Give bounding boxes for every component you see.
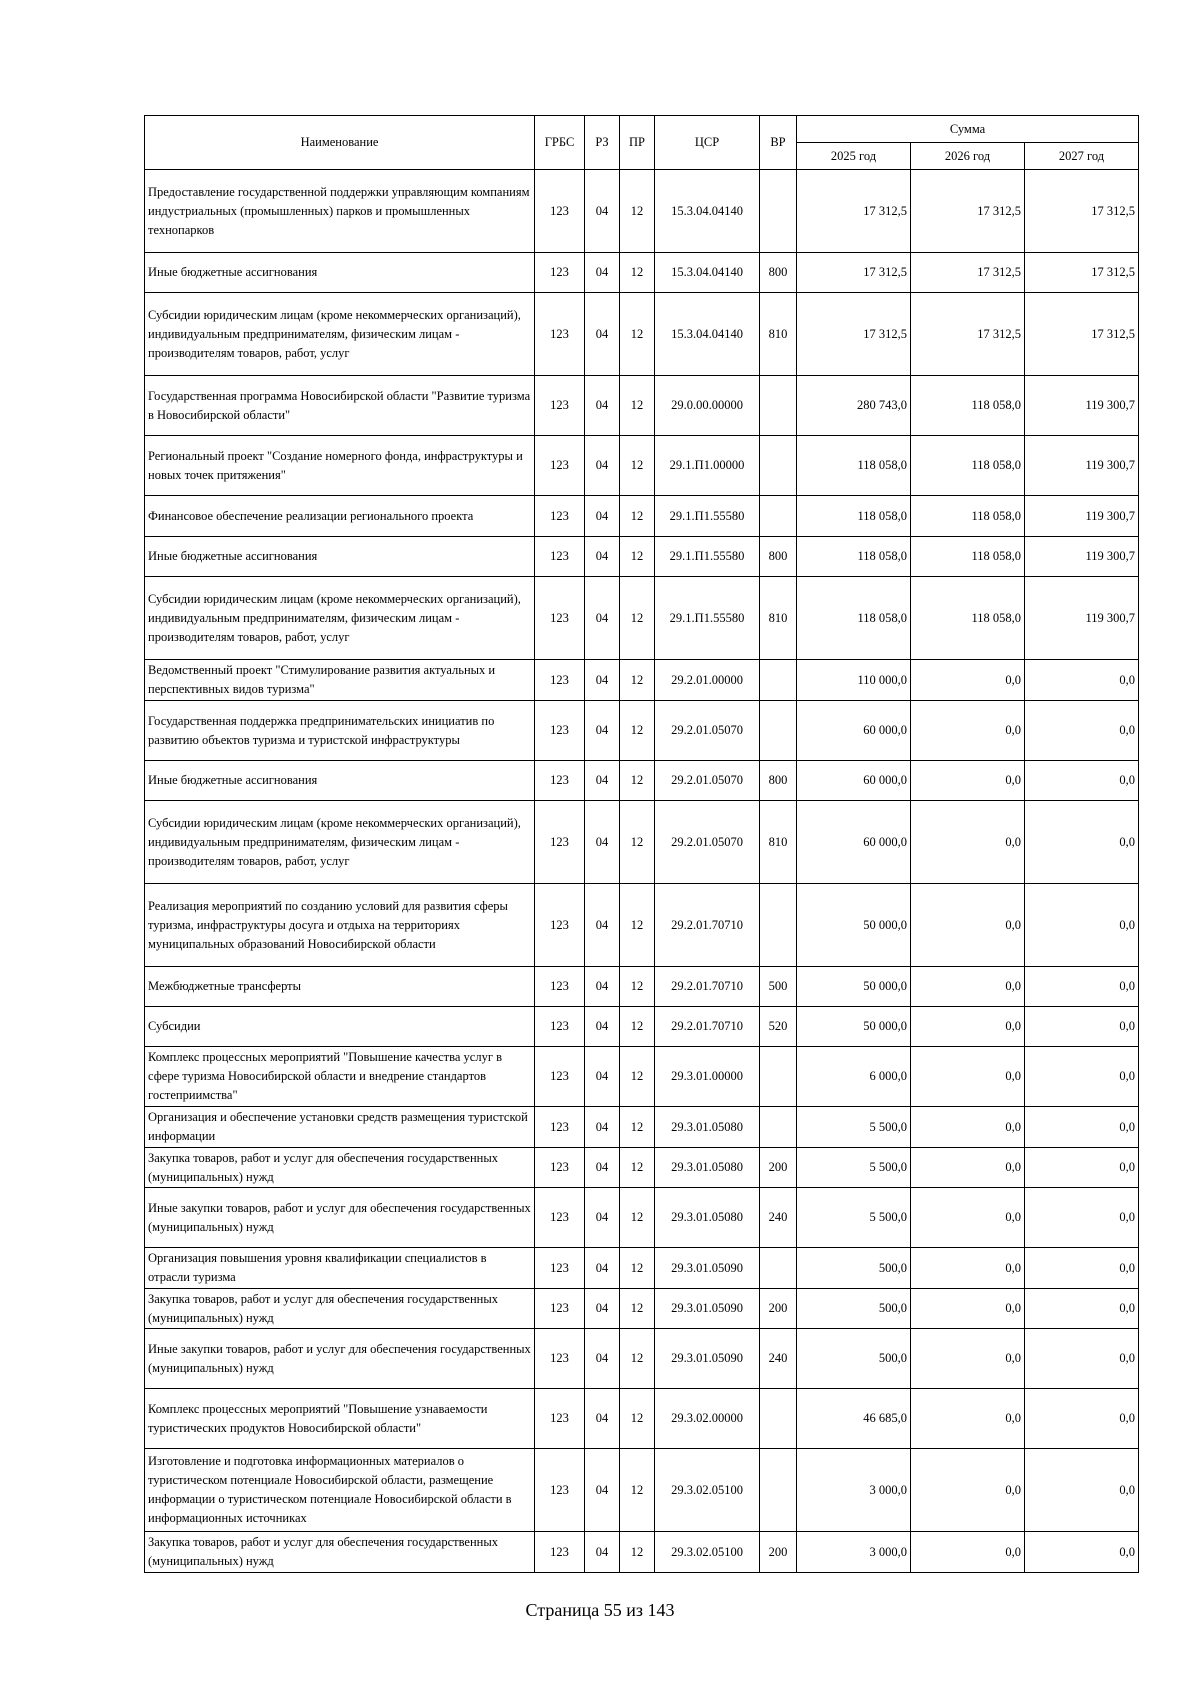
cell-grbs: 123 (535, 436, 585, 496)
cell-pr: 12 (620, 170, 655, 253)
cell-2025: 60 000,0 (797, 701, 911, 761)
cell-2025: 3 000,0 (797, 1532, 911, 1573)
table-row (145, 170, 1139, 253)
cell-2026: 0,0 (911, 761, 1025, 801)
cell-name: Субсидии юридическим лицам (кроме некоммерческих организаций), индивидуальным предпринимателям, физическим лицам - производителям товаров, работ, услуг (145, 293, 535, 376)
cell-name: Реализация мероприятий по созданию условий для развития сферы туризма, инфраструктуры досуга и отдыха на территориях муниципальных образований Новосибирской области (145, 884, 535, 967)
cell-2026: 17 312,5 (911, 293, 1025, 376)
cell-2027: 0,0 (1025, 801, 1139, 884)
cell-rz: 04 (585, 761, 620, 801)
cell-rz: 04 (585, 170, 620, 253)
cell-pr: 12 (620, 1389, 655, 1449)
cell-name: Иные бюджетные ассигнования (145, 761, 535, 801)
cell-pr: 12 (620, 1289, 655, 1329)
cell-rz: 04 (585, 1188, 620, 1248)
header-2026: 2026 год (911, 143, 1025, 170)
cell-grbs: 123 (535, 1329, 585, 1389)
cell-2026: 0,0 (911, 1107, 1025, 1148)
cell-grbs: 123 (535, 577, 585, 660)
cell-2025: 5 500,0 (797, 1148, 911, 1188)
table-row (145, 1188, 1139, 1248)
cell-2027: 0,0 (1025, 1107, 1139, 1148)
cell-name: Государственная программа Новосибирской области "Развитие туризма в Новосибирской области" (145, 376, 535, 436)
table-row (145, 537, 1139, 577)
table-row (145, 967, 1139, 1007)
table-row (145, 1248, 1139, 1289)
cell-2026: 118 058,0 (911, 537, 1025, 577)
cell-2025: 110 000,0 (797, 660, 911, 701)
cell-rz: 04 (585, 884, 620, 967)
cell-2025: 500,0 (797, 1329, 911, 1389)
cell-2027: 119 300,7 (1025, 537, 1139, 577)
cell-pr: 12 (620, 376, 655, 436)
cell-2026: 0,0 (911, 1329, 1025, 1389)
table-row (145, 1007, 1139, 1047)
cell-pr: 12 (620, 1248, 655, 1289)
cell-vr: 810 (760, 577, 797, 660)
cell-2027: 0,0 (1025, 1188, 1139, 1248)
cell-csr: 29.3.01.05080 (655, 1188, 760, 1248)
cell-2025: 17 312,5 (797, 253, 911, 293)
cell-2026: 118 058,0 (911, 436, 1025, 496)
table-row (145, 660, 1139, 701)
table-row (145, 376, 1139, 436)
cell-pr: 12 (620, 1047, 655, 1107)
cell-name: Субсидии юридическим лицам (кроме некоммерческих организаций), индивидуальным предпринимателям, физическим лицам - производителям товаров, работ, услуг (145, 801, 535, 884)
cell-vr (760, 884, 797, 967)
cell-2026: 0,0 (911, 967, 1025, 1007)
cell-vr (760, 1389, 797, 1449)
cell-2027: 119 300,7 (1025, 376, 1139, 436)
cell-name: Комплекс процессных мероприятий "Повышение узнаваемости туристических продуктов Новосибирской области" (145, 1389, 535, 1449)
cell-name: Закупка товаров, работ и услуг для обеспечения государственных (муниципальных) нужд (145, 1532, 535, 1573)
cell-name: Межбюджетные трансферты (145, 967, 535, 1007)
cell-2025: 500,0 (797, 1248, 911, 1289)
cell-grbs: 123 (535, 761, 585, 801)
cell-pr: 12 (620, 701, 655, 761)
cell-rz: 04 (585, 496, 620, 537)
cell-2026: 17 312,5 (911, 253, 1025, 293)
cell-2026: 0,0 (911, 1289, 1025, 1329)
cell-csr: 15.3.04.04140 (655, 253, 760, 293)
cell-grbs: 123 (535, 1248, 585, 1289)
cell-grbs: 123 (535, 253, 585, 293)
cell-2025: 500,0 (797, 1289, 911, 1329)
cell-grbs: 123 (535, 293, 585, 376)
cell-2027: 0,0 (1025, 1449, 1139, 1532)
cell-vr (760, 1047, 797, 1107)
cell-rz: 04 (585, 1248, 620, 1289)
cell-vr: 800 (760, 537, 797, 577)
cell-csr: 29.1.П1.00000 (655, 436, 760, 496)
cell-grbs: 123 (535, 1449, 585, 1532)
cell-grbs: 123 (535, 967, 585, 1007)
cell-rz: 04 (585, 1107, 620, 1148)
cell-name: Закупка товаров, работ и услуг для обеспечения государственных (муниципальных) нужд (145, 1289, 535, 1329)
cell-2025: 118 058,0 (797, 496, 911, 537)
cell-2027: 0,0 (1025, 1532, 1139, 1573)
cell-pr: 12 (620, 967, 655, 1007)
cell-2025: 46 685,0 (797, 1389, 911, 1449)
cell-2027: 17 312,5 (1025, 170, 1139, 253)
cell-rz: 04 (585, 1329, 620, 1389)
cell-grbs: 123 (535, 1389, 585, 1449)
cell-rz: 04 (585, 1148, 620, 1188)
cell-2025: 60 000,0 (797, 761, 911, 801)
cell-csr: 29.3.02.00000 (655, 1389, 760, 1449)
table-row (145, 1532, 1139, 1573)
cell-grbs: 123 (535, 537, 585, 577)
cell-rz: 04 (585, 537, 620, 577)
cell-grbs: 123 (535, 801, 585, 884)
cell-2026: 0,0 (911, 701, 1025, 761)
cell-csr: 15.3.04.04140 (655, 170, 760, 253)
cell-vr: 800 (760, 761, 797, 801)
cell-pr: 12 (620, 293, 655, 376)
cell-rz: 04 (585, 1007, 620, 1047)
cell-2027: 0,0 (1025, 884, 1139, 967)
cell-name: Организация повышения уровня квалификации специалистов в отрасли туризма (145, 1248, 535, 1289)
cell-rz: 04 (585, 293, 620, 376)
cell-csr: 29.2.01.70710 (655, 884, 760, 967)
cell-2025: 118 058,0 (797, 537, 911, 577)
cell-2027: 17 312,5 (1025, 253, 1139, 293)
cell-2026: 0,0 (911, 1248, 1025, 1289)
table-row (145, 1289, 1139, 1329)
cell-name: Иные бюджетные ассигнования (145, 253, 535, 293)
cell-2027: 0,0 (1025, 1389, 1139, 1449)
cell-csr: 29.1.П1.55580 (655, 577, 760, 660)
cell-rz: 04 (585, 701, 620, 761)
table-body (145, 170, 1139, 1573)
table-row (145, 884, 1139, 967)
cell-2027: 119 300,7 (1025, 577, 1139, 660)
cell-rz: 04 (585, 376, 620, 436)
table-row (145, 577, 1139, 660)
cell-csr: 29.3.02.05100 (655, 1449, 760, 1532)
cell-2026: 0,0 (911, 801, 1025, 884)
cell-pr: 12 (620, 1148, 655, 1188)
table-row (145, 1329, 1139, 1389)
cell-csr: 29.2.01.70710 (655, 967, 760, 1007)
cell-name: Финансовое обеспечение реализации регионального проекта (145, 496, 535, 537)
cell-vr: 810 (760, 293, 797, 376)
cell-2026: 0,0 (911, 660, 1025, 701)
cell-2025: 17 312,5 (797, 293, 911, 376)
cell-pr: 12 (620, 436, 655, 496)
cell-2025: 5 500,0 (797, 1188, 911, 1248)
cell-vr: 810 (760, 801, 797, 884)
cell-csr: 29.3.01.05080 (655, 1107, 760, 1148)
budget-table (144, 115, 1139, 1573)
cell-2026: 0,0 (911, 1188, 1025, 1248)
cell-name: Региональный проект "Создание номерного фонда, инфраструктуры и новых точек притяжения" (145, 436, 535, 496)
cell-grbs: 123 (535, 1532, 585, 1573)
cell-2027: 0,0 (1025, 1248, 1139, 1289)
cell-rz: 04 (585, 1389, 620, 1449)
cell-csr: 29.0.00.00000 (655, 376, 760, 436)
cell-rz: 04 (585, 967, 620, 1007)
cell-csr: 29.1.П1.55580 (655, 537, 760, 577)
cell-csr: 29.2.01.70710 (655, 1007, 760, 1047)
cell-name: Иные закупки товаров, работ и услуг для обеспечения государственных (муниципальных) нужд (145, 1329, 535, 1389)
cell-pr: 12 (620, 1532, 655, 1573)
cell-pr: 12 (620, 1449, 655, 1532)
cell-2026: 118 058,0 (911, 577, 1025, 660)
cell-vr: 800 (760, 253, 797, 293)
table-row (145, 761, 1139, 801)
table-row (145, 253, 1139, 293)
table-row (145, 701, 1139, 761)
cell-name: Иные закупки товаров, работ и услуг для обеспечения государственных (муниципальных) нужд (145, 1188, 535, 1248)
cell-pr: 12 (620, 1007, 655, 1047)
cell-name: Субсидии (145, 1007, 535, 1047)
cell-name: Комплекс процессных мероприятий "Повышение качества услуг в сфере туризма Новосибирской области и внедрение стандартов гостеприимства" (145, 1047, 535, 1107)
cell-grbs: 123 (535, 496, 585, 537)
cell-2025: 50 000,0 (797, 1007, 911, 1047)
table-row (145, 1449, 1139, 1532)
cell-2026: 0,0 (911, 1148, 1025, 1188)
cell-rz: 04 (585, 1532, 620, 1573)
cell-rz: 04 (585, 253, 620, 293)
cell-pr: 12 (620, 801, 655, 884)
cell-csr: 29.3.01.05080 (655, 1148, 760, 1188)
cell-rz: 04 (585, 1047, 620, 1107)
cell-grbs: 123 (535, 1289, 585, 1329)
cell-name: Иные бюджетные ассигнования (145, 537, 535, 577)
cell-pr: 12 (620, 1329, 655, 1389)
cell-2025: 280 743,0 (797, 376, 911, 436)
cell-rz: 04 (585, 801, 620, 884)
cell-2027: 0,0 (1025, 1148, 1139, 1188)
table-row (145, 1107, 1139, 1148)
cell-vr: 200 (760, 1532, 797, 1573)
cell-2025: 118 058,0 (797, 436, 911, 496)
cell-rz: 04 (585, 436, 620, 496)
cell-2027: 17 312,5 (1025, 293, 1139, 376)
header-name: Наименование (145, 116, 535, 170)
table-row (145, 1148, 1139, 1188)
cell-2027: 0,0 (1025, 1007, 1139, 1047)
cell-rz: 04 (585, 1449, 620, 1532)
page-number: Страница 55 из 143 (525, 1600, 675, 1620)
cell-name: Организация и обеспечение установки средств размещения туристской информации (145, 1107, 535, 1148)
cell-2025: 60 000,0 (797, 801, 911, 884)
table-row (145, 1047, 1139, 1107)
cell-vr: 240 (760, 1329, 797, 1389)
table-row (145, 293, 1139, 376)
cell-vr: 500 (760, 967, 797, 1007)
cell-pr: 12 (620, 1107, 655, 1148)
cell-2025: 5 500,0 (797, 1107, 911, 1148)
cell-2026: 0,0 (911, 1532, 1025, 1573)
cell-csr: 15.3.04.04140 (655, 293, 760, 376)
cell-grbs: 123 (535, 660, 585, 701)
cell-2027: 0,0 (1025, 967, 1139, 1007)
header-2027: 2027 год (1025, 143, 1139, 170)
cell-csr: 29.3.01.05090 (655, 1248, 760, 1289)
table-row (145, 1389, 1139, 1449)
header-pr: ПР (620, 116, 655, 170)
cell-name: Субсидии юридическим лицам (кроме некоммерческих организаций), индивидуальным предпринимателям, физическим лицам - производителям товаров, работ, услуг (145, 577, 535, 660)
cell-name: Государственная поддержка предпринимательских инициатив по развитию объектов туризма и туристской инфраструктуры (145, 701, 535, 761)
cell-pr: 12 (620, 884, 655, 967)
cell-pr: 12 (620, 253, 655, 293)
cell-2026: 0,0 (911, 1047, 1025, 1107)
cell-2027: 0,0 (1025, 660, 1139, 701)
cell-csr: 29.3.01.05090 (655, 1329, 760, 1389)
cell-vr (760, 170, 797, 253)
cell-grbs: 123 (535, 1107, 585, 1148)
header-grbs: ГРБС (535, 116, 585, 170)
cell-grbs: 123 (535, 1188, 585, 1248)
header-rz: РЗ (585, 116, 620, 170)
cell-vr: 200 (760, 1148, 797, 1188)
cell-grbs: 123 (535, 884, 585, 967)
cell-2027: 0,0 (1025, 701, 1139, 761)
cell-2026: 17 312,5 (911, 170, 1025, 253)
cell-rz: 04 (585, 577, 620, 660)
cell-2027: 119 300,7 (1025, 496, 1139, 537)
cell-grbs: 123 (535, 701, 585, 761)
table-row (145, 436, 1139, 496)
header-2025: 2025 год (797, 143, 911, 170)
cell-pr: 12 (620, 577, 655, 660)
header-sum: Сумма (797, 116, 1139, 143)
cell-grbs: 123 (535, 1047, 585, 1107)
cell-2027: 0,0 (1025, 1329, 1139, 1389)
cell-2026: 0,0 (911, 1389, 1025, 1449)
cell-grbs: 123 (535, 170, 585, 253)
cell-2027: 0,0 (1025, 761, 1139, 801)
cell-grbs: 123 (535, 1148, 585, 1188)
cell-2027: 119 300,7 (1025, 436, 1139, 496)
cell-csr: 29.1.П1.55580 (655, 496, 760, 537)
cell-grbs: 123 (535, 376, 585, 436)
cell-pr: 12 (620, 496, 655, 537)
cell-2025: 50 000,0 (797, 967, 911, 1007)
cell-grbs: 123 (535, 1007, 585, 1047)
cell-2025: 118 058,0 (797, 577, 911, 660)
table-header (145, 116, 1139, 170)
cell-2026: 0,0 (911, 884, 1025, 967)
cell-pr: 12 (620, 761, 655, 801)
cell-2025: 3 000,0 (797, 1449, 911, 1532)
cell-csr: 29.2.01.00000 (655, 660, 760, 701)
cell-vr (760, 1107, 797, 1148)
cell-vr: 240 (760, 1188, 797, 1248)
cell-csr: 29.2.01.05070 (655, 701, 760, 761)
cell-vr (760, 376, 797, 436)
cell-vr: 200 (760, 1289, 797, 1329)
cell-2026: 118 058,0 (911, 496, 1025, 537)
cell-vr: 520 (760, 1007, 797, 1047)
cell-2027: 0,0 (1025, 1289, 1139, 1329)
cell-vr (760, 660, 797, 701)
header-csr: ЦСР (655, 116, 760, 170)
cell-vr (760, 1248, 797, 1289)
cell-rz: 04 (585, 1289, 620, 1329)
cell-vr (760, 436, 797, 496)
cell-pr: 12 (620, 660, 655, 701)
cell-pr: 12 (620, 537, 655, 577)
cell-vr (760, 496, 797, 537)
cell-csr: 29.3.01.00000 (655, 1047, 760, 1107)
cell-csr: 29.2.01.05070 (655, 761, 760, 801)
cell-2027: 0,0 (1025, 1047, 1139, 1107)
table-row (145, 496, 1139, 537)
cell-pr: 12 (620, 1188, 655, 1248)
cell-name: Закупка товаров, работ и услуг для обеспечения государственных (муниципальных) нужд (145, 1148, 535, 1188)
cell-2025: 50 000,0 (797, 884, 911, 967)
table-row (145, 801, 1139, 884)
cell-rz: 04 (585, 660, 620, 701)
cell-2026: 0,0 (911, 1449, 1025, 1532)
cell-csr: 29.2.01.05070 (655, 801, 760, 884)
cell-2025: 6 000,0 (797, 1047, 911, 1107)
cell-name: Изготовление и подготовка информационных материалов о туристическом потенциале Новосибирской области, размещение информации о туристическом потенциале Новосибирской области в информационных источниках (145, 1449, 535, 1532)
cell-vr (760, 1449, 797, 1532)
cell-2025: 17 312,5 (797, 170, 911, 253)
cell-name: Ведомственный проект "Стимулирование развития актуальных и перспективных видов туризма" (145, 660, 535, 701)
cell-2026: 118 058,0 (911, 376, 1025, 436)
header-vr: ВР (760, 116, 797, 170)
cell-csr: 29.3.02.05100 (655, 1532, 760, 1573)
cell-csr: 29.3.01.05090 (655, 1289, 760, 1329)
cell-name: Предоставление государственной поддержки управляющим компаниям индустриальных (промышленных) парков и промышленных технопарков (145, 170, 535, 253)
cell-2026: 0,0 (911, 1007, 1025, 1047)
cell-vr (760, 701, 797, 761)
